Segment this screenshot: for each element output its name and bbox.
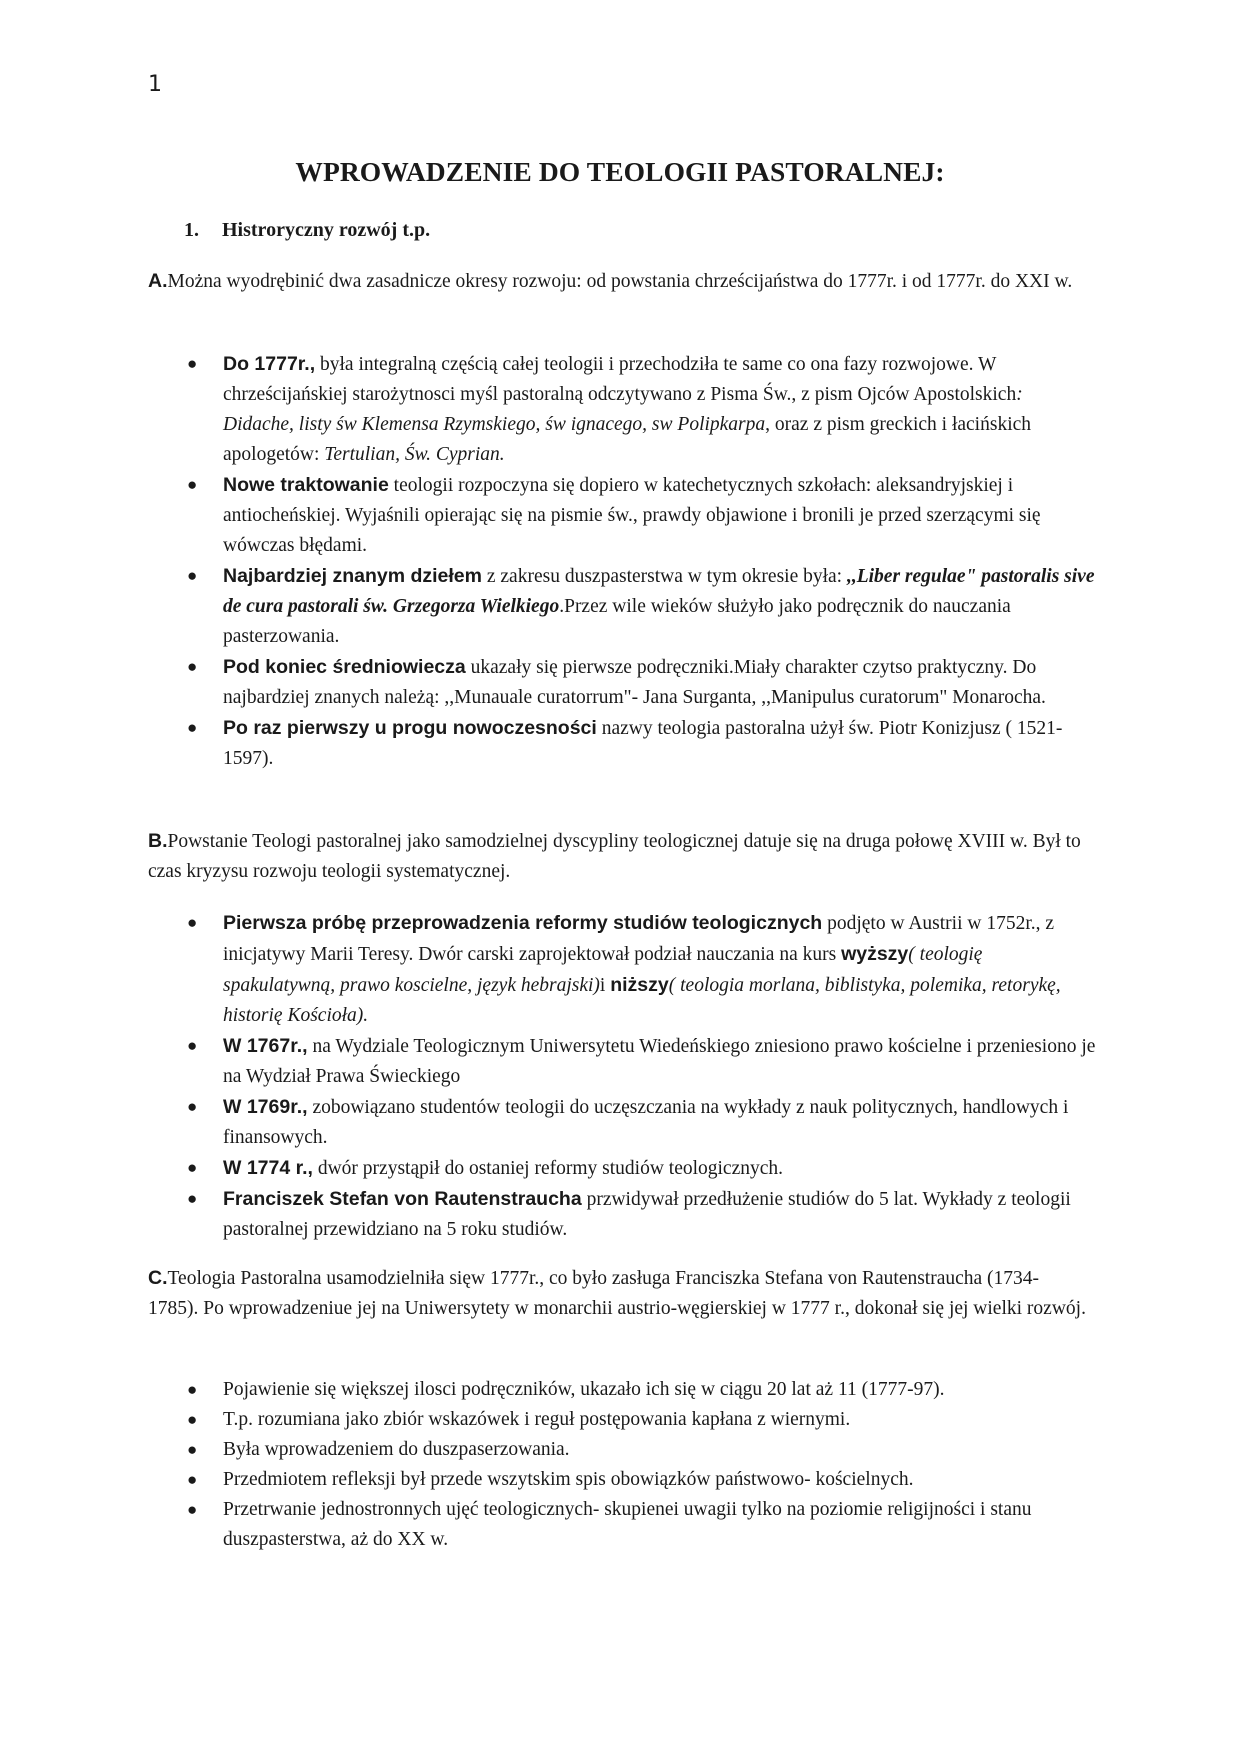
paragraph-b-text: Powstanie Teologi pastoralnej jako samodzielnej dyscypliny teologicznej datuje się na druga połowę XVIII w. Był to czas kryzysu rozwoju teologii systematycznej. bbox=[148, 831, 1081, 882]
item-lead: Franciszek Stefan von Rautenstraucha bbox=[223, 1188, 582, 1210]
item-text: nazwy teologia pastoralna użył św. Piotr Konizjusz ( 1521- 1597). bbox=[223, 718, 1063, 769]
item-text: Była wprowadzeniem do duszpaserzowania. bbox=[223, 1439, 570, 1460]
list-item bbox=[148, 1092, 1098, 1153]
item-text: była integralną częścią całej teologii i przechodziła te same co ona fazy rozwojowe. W chrześcijańskiej starożytnosci myśl pastoralną odczytywano z Pisma Św., z pism Ojców Apostolskich bbox=[223, 354, 1017, 405]
item-text: , oraz z pism greckich i łacińskich apologetów: bbox=[223, 414, 1032, 465]
paragraph-a-label: A. bbox=[148, 270, 168, 292]
list-item bbox=[148, 1495, 1098, 1555]
item-text: ukazały się pierwsze podręczniki.Miały charakter czytso praktyczny. Do najbardziej znanych należą: ,,Munauale curatorrum"- Jana Surganta, ,,Manipulus curatorum" Monarocha. bbox=[223, 657, 1046, 708]
list-item bbox=[148, 1405, 1098, 1435]
bullet-icon: ● bbox=[187, 1158, 198, 1177]
item-bold-italic: ,,Liber regulae" pastoralis sive de cura pastorali św. Grzegorza Wielkiego bbox=[223, 566, 1095, 617]
bullet-icon: ● bbox=[187, 1097, 198, 1116]
bullet-icon: ● bbox=[187, 657, 198, 676]
section-heading bbox=[184, 219, 430, 242]
item-lead: W 1769r., bbox=[223, 1096, 308, 1118]
item-bold: wyższy bbox=[841, 943, 909, 965]
section-title: Histroryczny rozwój t.p. bbox=[222, 219, 431, 241]
list-item bbox=[148, 1184, 1098, 1245]
item-italic: ( teologia morlana, biblistyka, polemika, retorykę, historię Kościoła). bbox=[223, 975, 1061, 1026]
list-item bbox=[148, 652, 1098, 713]
list-item bbox=[148, 713, 1098, 774]
paragraph-a-text: Można wyodrębinić dwa zasadnicze okresy rozwoju: od powstania chrześcijaństwa do 1777r. i od 1777r. do XXI w. bbox=[167, 271, 1073, 292]
bullet-icon: ● bbox=[187, 1036, 198, 1055]
list-c bbox=[148, 1375, 1098, 1555]
bullet-icon: ● bbox=[187, 1410, 198, 1429]
bullet-icon: ● bbox=[187, 913, 198, 932]
bullet-icon: ● bbox=[187, 718, 198, 737]
list-item bbox=[148, 1031, 1098, 1092]
page-number: 1 bbox=[148, 72, 162, 97]
list-item bbox=[148, 1435, 1098, 1465]
paragraph-c-text: Teologia Pastoralna usamodzielniła sięw 1777r., co było zasługa Franciszka Stefana von Rautenstraucha (1734- 1785). Po wprowadzeniue jej na Uniwersytety w monarchii austrio-węgierskiej w 1777 r., dokonał się jej wielki rozwój. bbox=[148, 1268, 1086, 1319]
list-item bbox=[148, 470, 1098, 561]
bullet-icon: ● bbox=[187, 475, 198, 494]
list-item bbox=[148, 349, 1098, 470]
item-italic: : Didache, listy św Klemensa Rzymskiego, św ignacego, sw Polipkarpa bbox=[223, 384, 1023, 435]
bullet-icon: ● bbox=[187, 1440, 198, 1459]
paragraph-a bbox=[148, 266, 1090, 297]
bullet-icon: ● bbox=[187, 1189, 198, 1208]
item-italic: Tertulian, Św. Cyprian. bbox=[324, 444, 505, 465]
list-item bbox=[148, 1465, 1098, 1495]
list-b bbox=[148, 908, 1098, 1245]
item-lead: W 1774 r., bbox=[223, 1157, 313, 1179]
list-item bbox=[148, 1153, 1098, 1184]
item-text: Przetrwanie jednostronnych ujęć teologicznych- skupienei uwagii tylko na poziomie religijności i stanu duszpasterstwa, aż do XX w. bbox=[223, 1499, 1032, 1550]
section-number: 1. bbox=[184, 219, 199, 241]
list-a bbox=[148, 349, 1098, 774]
item-text: przwidywał przedłużenie studiów do 5 lat. Wykłady z teologii pastoralnej przewidziano na 5 roku studiów. bbox=[223, 1189, 1071, 1240]
paragraph-c-label: C. bbox=[148, 1267, 168, 1289]
item-lead: Do 1777r., bbox=[223, 353, 316, 375]
item-text: podjęto w Austrii w 1752r., z inicjatywy Marii Teresy. Dwór carski zaprojektował podział nauczania na kurs bbox=[223, 913, 1055, 965]
item-italic: ( teologię spakulatywną, prawo koscielne, język hebrajski) bbox=[223, 944, 983, 996]
item-text: dwór przystąpił do ostaniej reformy studiów teologicznych. bbox=[312, 1158, 784, 1179]
document-title: WPROWADZENIE DO TEOLOGII PASTORALNEJ: bbox=[295, 156, 945, 187]
item-text: Przedmiotem refleksji był przede wszytskim spis obowiązków państwowo- kościelnych. bbox=[223, 1469, 914, 1490]
item-lead: Po raz pierwszy u progu nowoczesności bbox=[223, 717, 597, 739]
paragraph-c bbox=[148, 1263, 1090, 1324]
item-text: .Przez wile wieków służyło jako podręcznik do nauczania pasterzowania. bbox=[223, 596, 1011, 647]
bullet-icon: ● bbox=[187, 1500, 198, 1519]
item-lead: Najbardziej znanym dziełem bbox=[223, 565, 482, 587]
item-text: teologii rozpoczyna się dopiero w katechetycznych szkołach: aleksandryjskiej i antiocheńskiej. Wyjaśnili opierając się na pismie św., prawdy objawione i bronili je przed szerzącymi się wówczas błędami. bbox=[223, 475, 1041, 556]
item-text: na Wydziale Teologicznym Uniwersytetu Wiedeńskiego zniesiono prawo kościelne i przeniesiono je na Wydział Prawa Świeckiego bbox=[223, 1036, 1096, 1087]
item-bold: niższy bbox=[610, 974, 669, 996]
list-item bbox=[148, 908, 1098, 1031]
list-item bbox=[148, 561, 1098, 652]
item-lead: Pod koniec średniowiecza bbox=[223, 656, 466, 678]
item-lead: W 1767r., bbox=[223, 1035, 308, 1057]
bullet-icon: ● bbox=[187, 1470, 198, 1489]
item-lead: Nowe traktowanie bbox=[223, 474, 389, 496]
item-text: z zakresu duszpasterstwa w tym okresie była: bbox=[482, 566, 847, 587]
paragraph-b bbox=[148, 826, 1090, 887]
bullet-icon: ● bbox=[187, 1380, 198, 1399]
item-lead: Pierwsza próbę przeprowadzenia reformy studiów teologicznych bbox=[223, 912, 823, 934]
item-text: T.p. rozumiana jako zbiór wskazówek i reguł postępowania kapłana z wiernymi. bbox=[223, 1409, 851, 1430]
item-text: i bbox=[599, 975, 611, 996]
bullet-icon: ● bbox=[187, 354, 198, 373]
item-text: zobowiązano studentów teologii do uczęszczania na wykłady z nauk politycznych, handlowych i finansowych. bbox=[223, 1097, 1069, 1148]
bullet-icon: ● bbox=[187, 566, 198, 585]
paragraph-b-label: B. bbox=[148, 830, 168, 852]
list-item bbox=[148, 1375, 1098, 1405]
item-text: Pojawienie się większej ilosci podręczników, ukazało ich się w ciągu 20 lat aż 11 (1777-97). bbox=[223, 1379, 945, 1400]
